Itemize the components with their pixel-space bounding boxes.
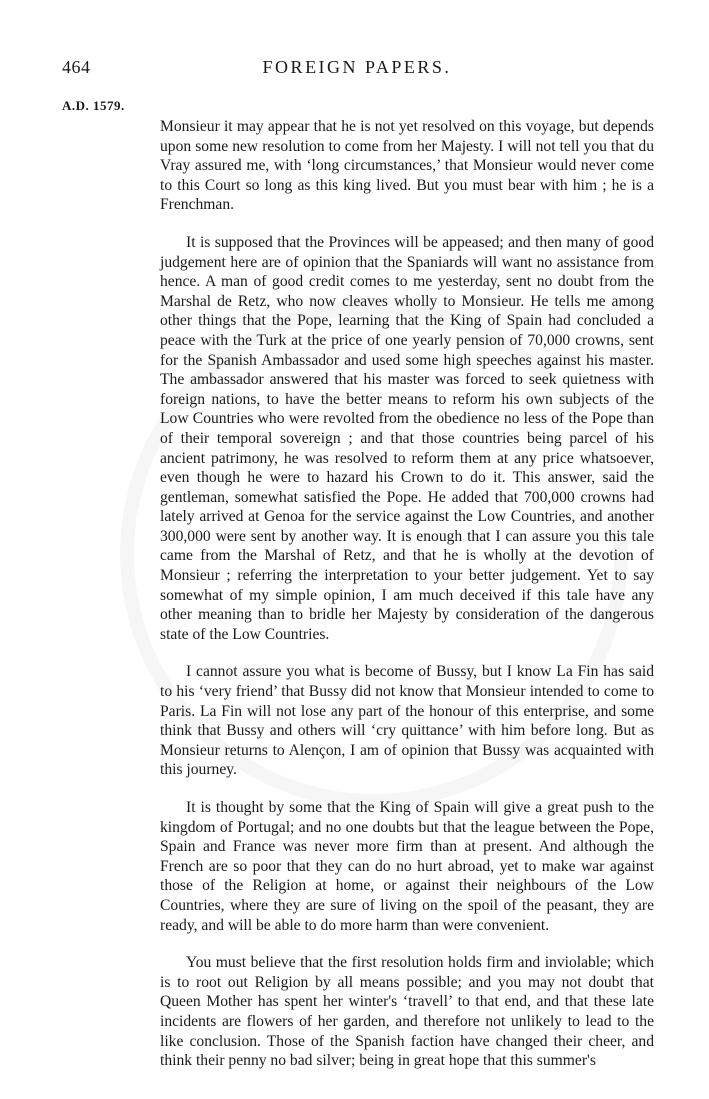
page-number: 464 [62,57,91,77]
paragraph-3: I cannot assure you what is become of Bussy, but I know La Fin has said to his ‘very friend’ that Bussy did not know that Monsieur intended to come to Paris. La Fin will not lose any part of the honour of this enterprise, and some think that Bussy and others will ‘cry quittance’ with him before long. But as Monsieur returns to Alençon, I am of opinion that Bussy was acquainted with this journey. [160,663,654,779]
running-title: FOREIGN PAPERS. [262,57,452,77]
paragraph-2: It is supposed that the Provinces will be appeased; and then many of good judgement here are of opinion that the Spaniards will want no assistance from hence. A man of good credit comes to me yesterday, sent no doubt from the Marshal de Retz, who now cleaves wholly to Monsieur. He tells me among other things that the Pope, learning that the King of Spain had concluded a peace with the Turk at the price of one yearly pension of 70,000 crowns, sent for the Spanish Ambassador and used some high speeches against his master. The ambassador answered that his master was forced to seek quietness with foreign nations, to have the better means to reform his own subjects of the Low Countries who were revolted from the obedience no less of the Pope than of their temporal sovereign ; and that those countries being parcel of his ancient patrimony, he was resolved to reform them at any price whatsoever, even though he were to hazard his Crown to do it. This answer, said the gentleman, somewhat satisfied the Pope. He added that 700,000 crowns had lately arrived at Genoa for the service against the Low Countries, and another 300,000 were sent by another way. It is enough that I can assure you this tale came from the Marshal of Retz, and that he is wholly at the devotion of Monsieur ; referring the interpretation to your better judgement. Yet to say somewhat of my simple opinion, I am much deceived if this tale have any other meaning than to bridle her Majesty by consideration of the dangerous state of the Low Countries. [160,233,654,643]
body-text [160,117,654,1071]
paragraph-5: You must believe that the first resolution holds firm and inviolable; which is to root out Religion by all means possible; and you may not doubt that Queen Mother has spent her winter's ‘travell’ to that end, and that these late incidents are flowers of her garden, and therefore not unlikely to lead to the like conclusion. Those of the Spanish faction have changed their cheer, and think their penny no bad silver; being in great hope that this summer's [160,954,654,1070]
paragraph-1: Monsieur it may appear that he is not yet resolved on this voyage, but depends upon some new resolution to come from her Majesty. I will not tell you that du Vray assured me, with ‘long circumstances,’ that Monsieur would never come to this Court so long as this king lived. But you must bear with him ; he is a Frenchman. [160,118,654,214]
margin-date: A.D. 1579. [62,98,125,113]
paragraph-4: It is thought by some that the King of Spain will give a great push to the kingdom of Portugal; and no one doubts but that the league between the Pope, Spain and France was never more firm than at present. And although the French are so poor that they can do no hurt abroad, yet to make war against those of the Religion at home, or against their neighbours of the Low Countries, where they are sure of living on the spoil of the peasant, they are ready, and will be able to do more harm than were convenient. [160,799,654,934]
page-header [62,57,652,81]
